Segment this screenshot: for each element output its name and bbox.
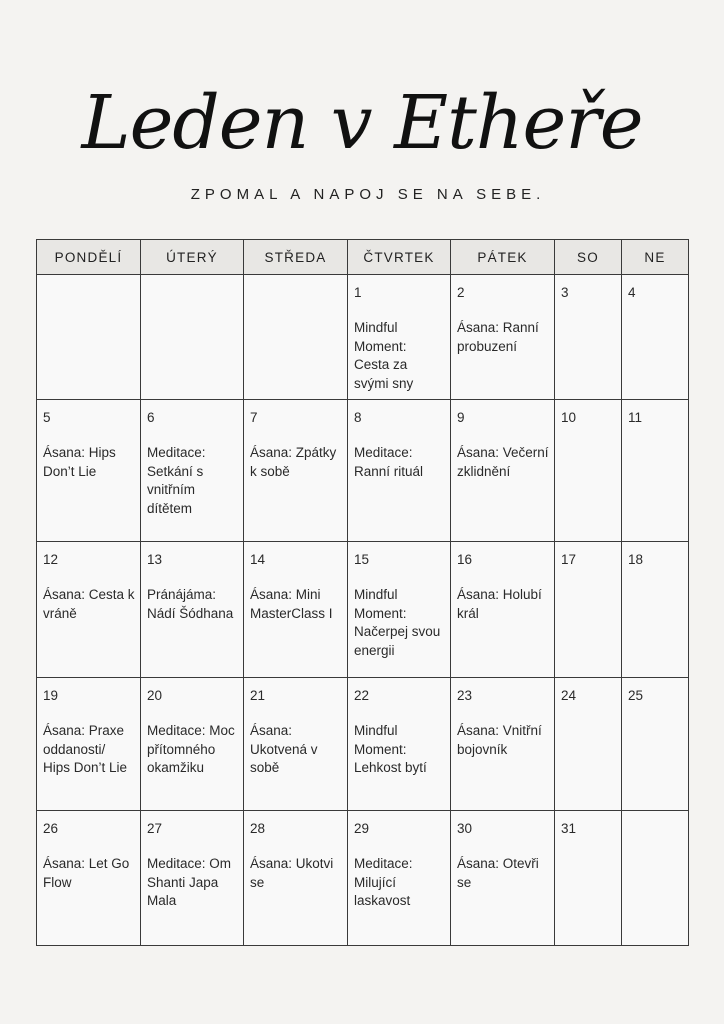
weekday-monday: PONDĚLÍ bbox=[37, 240, 141, 275]
day-number: 19 bbox=[43, 688, 59, 703]
day-cell bbox=[244, 400, 348, 542]
day-event: Meditace: Ranní rituál bbox=[354, 445, 424, 479]
day-cell bbox=[451, 275, 555, 400]
day-cell bbox=[622, 400, 689, 542]
day-cell bbox=[141, 400, 244, 542]
day-number: 18 bbox=[628, 552, 644, 567]
day-cell bbox=[141, 811, 244, 946]
day-event: Pránájáma: Nádí Šódhana bbox=[147, 587, 234, 621]
day-cell bbox=[451, 400, 555, 542]
day-number: 12 bbox=[43, 552, 59, 567]
page-title: Leden v Etheře bbox=[81, 80, 643, 166]
day-cell bbox=[37, 275, 141, 400]
weekday-wednesday: STŘEDA bbox=[244, 240, 348, 275]
day-number bbox=[147, 284, 238, 302]
weekday-header-row bbox=[37, 240, 689, 275]
day-number: 22 bbox=[354, 688, 370, 703]
day-cell bbox=[451, 542, 555, 678]
day-number: 25 bbox=[628, 688, 644, 703]
day-cell bbox=[244, 811, 348, 946]
day-number: 7 bbox=[250, 410, 258, 425]
day-number: 16 bbox=[457, 552, 473, 567]
day-event: Ásana: Ukotvená v sobě bbox=[250, 723, 318, 775]
day-event: Ásana: Hips Don’t Lie bbox=[43, 445, 116, 479]
day-number: 30 bbox=[457, 821, 473, 836]
day-cell bbox=[622, 542, 689, 678]
day-cell bbox=[348, 811, 451, 946]
day-number: 15 bbox=[354, 552, 370, 567]
day-cell bbox=[37, 678, 141, 811]
week-row bbox=[37, 542, 689, 678]
day-number: 4 bbox=[628, 285, 636, 300]
day-cell bbox=[37, 400, 141, 542]
day-cell bbox=[348, 542, 451, 678]
day-event: Ásana: Mini MasterClass I bbox=[250, 587, 333, 621]
day-number: 21 bbox=[250, 688, 266, 703]
day-event: Ásana: Ukotvi se bbox=[250, 856, 334, 890]
week-row bbox=[37, 275, 689, 400]
day-cell bbox=[348, 678, 451, 811]
day-event: Meditace: Setkání s vnitřním dítětem bbox=[147, 445, 206, 516]
day-cell bbox=[244, 678, 348, 811]
week-row bbox=[37, 400, 689, 542]
day-cell bbox=[555, 400, 622, 542]
day-event: Ásana: Ranní probuzení bbox=[457, 320, 539, 354]
day-cell bbox=[37, 542, 141, 678]
day-number: 6 bbox=[147, 410, 155, 425]
day-cell bbox=[348, 275, 451, 400]
day-event: Meditace: Milující laskavost bbox=[354, 856, 413, 908]
day-number: 10 bbox=[561, 410, 577, 425]
day-event: Ásana: Let Go Flow bbox=[43, 856, 130, 890]
day-cell bbox=[555, 811, 622, 946]
day-number: 26 bbox=[43, 821, 59, 836]
day-cell bbox=[622, 275, 689, 400]
day-number bbox=[43, 284, 135, 302]
day-cell bbox=[555, 542, 622, 678]
day-event: Mindful Moment: Cesta za svými sny bbox=[354, 320, 414, 391]
day-number: 24 bbox=[561, 688, 577, 703]
day-cell bbox=[141, 275, 244, 400]
page-subtitle: ZPOMAL A NAPOJ SE NA SEBE. bbox=[190, 186, 546, 203]
day-number: 28 bbox=[250, 821, 266, 836]
weekday-saturday: SO bbox=[555, 240, 622, 275]
day-number: 13 bbox=[147, 552, 163, 567]
day-cell bbox=[622, 678, 689, 811]
weekday-thursday: ČTVRTEK bbox=[348, 240, 451, 275]
day-event: Meditace: Moc přítomného okamžiku bbox=[147, 723, 235, 775]
week-row bbox=[37, 678, 689, 811]
day-number: 23 bbox=[457, 688, 473, 703]
day-number: 5 bbox=[43, 410, 51, 425]
day-event: Ásana: Cesta k vráně bbox=[43, 587, 135, 621]
day-event: Mindful Moment: Lehkost bytí bbox=[354, 723, 427, 775]
day-cell bbox=[348, 400, 451, 542]
day-event: Ásana: Praxe oddanosti/ Hips Don’t Lie bbox=[43, 723, 128, 775]
day-cell bbox=[622, 811, 689, 946]
day-cell bbox=[451, 678, 555, 811]
day-number: 31 bbox=[561, 821, 577, 836]
day-cell bbox=[37, 811, 141, 946]
weekday-tuesday: ÚTERÝ bbox=[141, 240, 244, 275]
day-number: 3 bbox=[561, 285, 569, 300]
day-event: Ásana: Večerní zklidnění bbox=[457, 445, 549, 479]
day-event: Ásana: Otevři se bbox=[457, 856, 539, 890]
day-event: Ásana: Vnitřní bojovník bbox=[457, 723, 542, 757]
day-number: 8 bbox=[354, 410, 362, 425]
week-row bbox=[37, 811, 689, 946]
day-cell bbox=[555, 275, 622, 400]
day-event: Ásana: Holubí král bbox=[457, 587, 542, 621]
day-event: Ásana: Zpátky k sobě bbox=[250, 445, 337, 479]
day-event: Mindful Moment: Načerpej svou energii bbox=[354, 587, 441, 658]
day-cell bbox=[555, 678, 622, 811]
day-cell bbox=[244, 542, 348, 678]
day-number: 27 bbox=[147, 821, 163, 836]
weekday-sunday: NE bbox=[622, 240, 689, 275]
day-number: 9 bbox=[457, 410, 465, 425]
day-number bbox=[628, 820, 683, 838]
calendar-table bbox=[36, 239, 689, 946]
day-number: 14 bbox=[250, 552, 266, 567]
weekday-friday: PÁTEK bbox=[451, 240, 555, 275]
day-cell bbox=[141, 678, 244, 811]
day-number: 1 bbox=[354, 285, 362, 300]
day-number: 11 bbox=[628, 410, 643, 425]
day-number bbox=[250, 284, 342, 302]
day-cell bbox=[451, 811, 555, 946]
day-event: Meditace: Om Shanti Japa Mala bbox=[147, 856, 232, 908]
day-cell bbox=[244, 275, 348, 400]
day-number: 29 bbox=[354, 821, 370, 836]
day-cell bbox=[141, 542, 244, 678]
day-number: 17 bbox=[561, 552, 577, 567]
day-number: 2 bbox=[457, 285, 465, 300]
day-number: 20 bbox=[147, 688, 163, 703]
